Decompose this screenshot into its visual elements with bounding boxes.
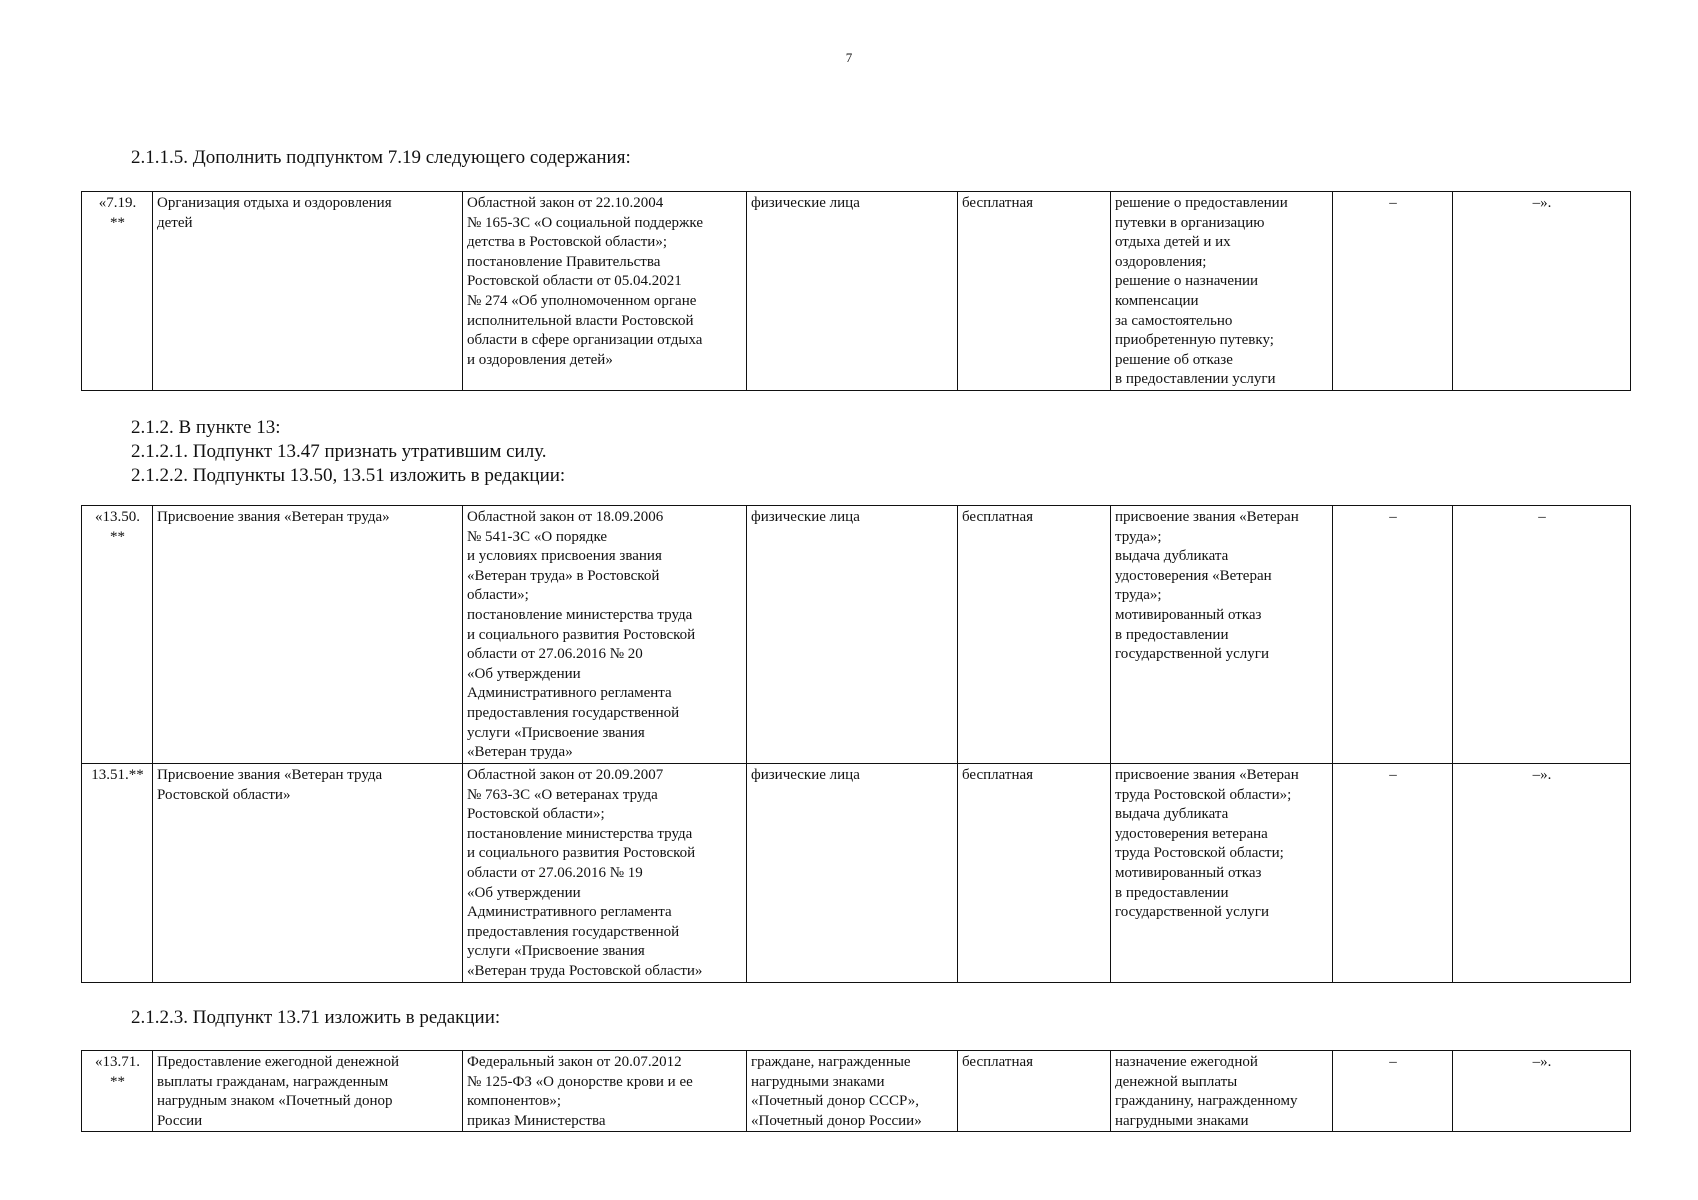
page-number: 7 <box>845 50 853 65</box>
recipients-cell: физические лица <box>747 506 958 764</box>
payment-cell: бесплатная <box>958 506 1111 764</box>
result-cell: назначение ежегодной денежной выплаты гражданину, награжденному нагрудными знаками <box>1111 1051 1333 1132</box>
table-row <box>82 764 1631 983</box>
table-row <box>82 192 1631 391</box>
table-subitems-13-50-13-51 <box>81 505 1631 983</box>
column-7-cell: – <box>1333 764 1453 983</box>
legal-basis-cell: Областной закон от 20.09.2007 № 763-ЗС «О ветеранах труда Ростовской области»; постановление министерства труда и социального развития Ростовской области от 27.06.2016 № 19 «Об утверждении Административного регламента предоставления государственной услуги «Присвоение звания «Ветеран труда Ростовской области» <box>463 764 747 983</box>
row-number-cell: 13.51.** <box>82 764 153 983</box>
section-line-2-1-2-2: 2.1.2.2. Подпункты 13.50, 13.51 изложить в редакции: <box>131 465 566 486</box>
recipients-cell: физические лица <box>747 764 958 983</box>
column-8-cell: –». <box>1453 1051 1631 1132</box>
service-name-cell: Предоставление ежегодной денежной выплаты гражданам, награжденным нагрудным знаком «Почетный донор России <box>153 1051 463 1132</box>
table-row <box>82 1051 1631 1132</box>
table-subitem-13-71 <box>81 1050 1631 1132</box>
service-name-cell: Присвоение звания «Ветеран труда» <box>153 506 463 764</box>
payment-cell: бесплатная <box>958 1051 1111 1132</box>
recipients-cell: физические лица <box>747 192 958 391</box>
payment-cell: бесплатная <box>958 192 1111 391</box>
row-number-cell: «13.50. ** <box>82 506 153 764</box>
payment-cell: бесплатная <box>958 764 1111 983</box>
column-7-cell: – <box>1333 506 1453 764</box>
table-row <box>82 506 1631 764</box>
column-8-cell: –». <box>1453 764 1631 983</box>
legal-basis-cell: Областной закон от 18.09.2006 № 541-ЗС «О порядке и условиях присвоения звания «Ветеран труда» в Ростовской области»; постановление министерства труда и социального развития Ростовской области от 27.06.2016 № 20 «Об утверждении Административного регламента предоставления государственной услуги «Присвоение звания «Ветеран труда» <box>463 506 747 764</box>
result-cell: присвоение звания «Ветеран труда Ростовской области»; выдача дубликата удостоверения ветерана труда Ростовской области; мотивированный отказ в предоставлении государственной услуги <box>1111 764 1333 983</box>
section-heading-2-1-1-5: 2.1.1.5. Дополнить подпунктом 7.19 следующего содержания: <box>131 147 631 168</box>
service-name-cell: Организация отдыха и оздоровления детей <box>153 192 463 391</box>
service-name-cell: Присвоение звания «Ветеран труда Ростовской области» <box>153 764 463 983</box>
column-8-cell: –». <box>1453 192 1631 391</box>
section-line-2-1-2-1: 2.1.2.1. Подпункт 13.47 признать утратившим силу. <box>131 441 547 462</box>
column-7-cell: – <box>1333 1051 1453 1132</box>
result-cell: решение о предоставлении путевки в организацию отдыха детей и их оздоровления; решение о назначении компенсации за самостоятельно приобретенную путевку; решение об отказе в предоставлении услуги <box>1111 192 1333 391</box>
column-8-cell: – <box>1453 506 1631 764</box>
section-heading-2-1-2-3: 2.1.2.3. Подпункт 13.71 изложить в редакции: <box>131 1007 501 1028</box>
table-subitem-7-19 <box>81 191 1631 391</box>
recipients-cell: граждане, награжденные нагрудными знаками «Почетный донор СССР», «Почетный донор России» <box>747 1051 958 1132</box>
result-cell: присвоение звания «Ветеран труда»; выдача дубликата удостоверения «Ветеран труда»; мотивированный отказ в предоставлении государственной услуги <box>1111 506 1333 764</box>
legal-basis-cell: Областной закон от 22.10.2004 № 165-ЗС «О социальной поддержке детства в Ростовской области»; постановление Правительства Ростовской области от 05.04.2021 № 274 «Об уполномоченном органе исполнительной власти Ростовской области в сфере организации отдыха и оздоровления детей» <box>463 192 747 391</box>
legal-basis-cell: Федеральный закон от 20.07.2012 № 125-ФЗ «О донорстве крови и ее компонентов»; приказ Министерства <box>463 1051 747 1132</box>
row-number-cell: «7.19. ** <box>82 192 153 391</box>
row-number-cell: «13.71. ** <box>82 1051 153 1132</box>
column-7-cell: – <box>1333 192 1453 391</box>
section-line-2-1-2: 2.1.2. В пункте 13: <box>131 417 281 438</box>
